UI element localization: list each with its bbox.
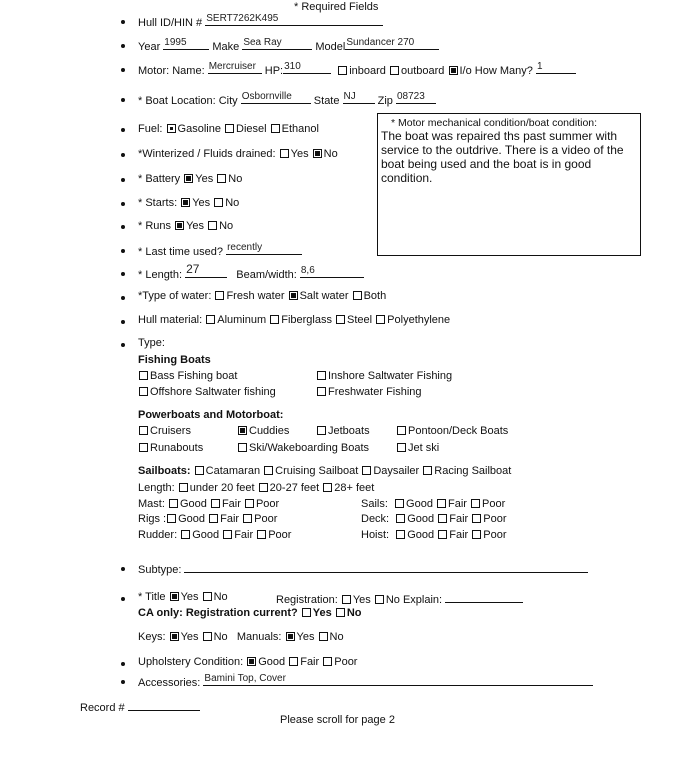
motor-label: Motor: Name:	[138, 65, 205, 77]
subtype-row	[138, 561, 588, 576]
sails-label: Sails:	[361, 498, 388, 510]
gasoline-label: Gasoline	[177, 123, 221, 135]
title-label: * Title	[138, 591, 166, 603]
good-label: Good	[258, 656, 286, 668]
starts-yes-checkbox[interactable]	[181, 198, 190, 207]
winterized-no-checkbox[interactable]	[313, 149, 322, 158]
runs-no-checkbox[interactable]	[208, 221, 217, 230]
poor-label: Poor	[483, 513, 507, 525]
record-label: Record #	[80, 702, 125, 714]
diesel-checkbox[interactable]	[225, 124, 234, 133]
runabouts-option	[138, 442, 203, 454]
daysailer-checkbox[interactable]	[362, 466, 371, 475]
sails-poor-checkbox[interactable]	[471, 499, 480, 508]
under-20-checkbox[interactable]	[179, 483, 188, 492]
city-field[interactable]	[241, 92, 311, 104]
hull-id-field[interactable]	[205, 14, 383, 26]
sailboats-row	[138, 465, 511, 477]
28-plus-label: 28+ feet	[334, 482, 375, 494]
freshwater-label: Freshwater Fishing	[328, 386, 422, 398]
beam-value: 8,6	[300, 265, 315, 276]
sail-length-label: Length:	[138, 482, 175, 494]
battery-no-checkbox[interactable]	[217, 174, 226, 183]
gasoline-checkbox[interactable]	[167, 124, 176, 133]
title-yes-checkbox[interactable]	[170, 592, 179, 601]
bullet	[121, 343, 125, 347]
starts-row	[138, 197, 239, 209]
aluminum-label: Aluminum	[217, 314, 267, 326]
sail-heading: Sailboats:	[138, 465, 191, 477]
poor-label: Poor	[254, 513, 278, 525]
rudder-fair-checkbox[interactable]	[223, 530, 232, 539]
deck-poor-checkbox[interactable]	[472, 514, 481, 523]
registration-label: Registration:	[276, 594, 338, 606]
cuddies-checkbox[interactable]	[238, 426, 247, 435]
keys-label: Keys:	[138, 631, 166, 643]
fair-label: Fair	[300, 656, 320, 668]
20-27-label: 20-27 feet	[269, 482, 320, 494]
last-used-row	[138, 243, 302, 258]
year-value: 1995	[164, 37, 187, 48]
mast-fair-checkbox[interactable]	[211, 499, 220, 508]
yes-label: Yes	[296, 631, 315, 643]
runs-label: * Runs	[138, 220, 172, 232]
length-label: * Length:	[138, 269, 183, 281]
hull-material-label: Hull material:	[138, 314, 203, 326]
yes-label: Yes	[186, 220, 205, 232]
good-label: Good	[406, 498, 433, 510]
racing-label: Racing Sailboat	[434, 465, 512, 477]
fresh-water-checkbox[interactable]	[215, 291, 224, 300]
polyethylene-label: Polyethylene	[387, 314, 451, 326]
ski-option	[237, 442, 369, 454]
rigs-label: Rigs :	[138, 513, 167, 525]
bullet	[121, 680, 125, 684]
manuals-label: Manuals:	[236, 631, 282, 643]
bullet	[121, 249, 125, 253]
jetski-option	[396, 442, 439, 454]
zip-field[interactable]	[396, 92, 436, 104]
beam-label: Beam/width:	[236, 269, 297, 281]
bullet	[121, 153, 125, 157]
offshore-option	[138, 386, 276, 398]
20-27-checkbox[interactable]	[259, 483, 268, 492]
ca-only-row	[138, 607, 361, 619]
bullet	[121, 68, 125, 72]
length-field[interactable]	[185, 262, 227, 278]
outboard-label: outboard	[401, 65, 445, 77]
sail-length-row	[138, 482, 374, 494]
rudder-label: Rudder:	[138, 529, 178, 541]
ethanol-checkbox[interactable]	[271, 124, 280, 133]
length-value: 27	[186, 262, 200, 276]
sails-good-checkbox[interactable]	[395, 499, 404, 508]
hull-id-row	[138, 14, 383, 29]
yes-label: Yes	[180, 631, 199, 643]
state-field[interactable]	[343, 92, 375, 104]
bass-checkbox[interactable]	[139, 371, 148, 380]
how-many-field[interactable]	[536, 62, 576, 74]
both-water-label: Both	[363, 290, 387, 302]
hull-id-value: SERT7262K495	[206, 13, 279, 24]
yes-label: Yes	[195, 173, 214, 185]
runs-yes-checkbox[interactable]	[175, 221, 184, 230]
aluminum-checkbox[interactable]	[206, 315, 215, 324]
cruising-sailboat-checkbox[interactable]	[264, 466, 273, 475]
good-label: Good	[407, 529, 435, 541]
no-label: No	[219, 220, 234, 232]
record-row	[80, 699, 200, 714]
sails-fair-checkbox[interactable]	[437, 499, 446, 508]
yes-label: Yes	[180, 591, 199, 603]
jetboats-label: Jetboats	[328, 425, 370, 437]
yes-label: Yes	[192, 197, 211, 209]
model-label: Model	[315, 41, 346, 53]
jetski-label: Jet ski	[408, 442, 440, 454]
hp-value: 310	[284, 61, 301, 72]
starts-label: * Starts:	[138, 197, 178, 209]
no-label: No	[323, 148, 338, 160]
fresh-water-label: Fresh water	[226, 290, 285, 302]
subtype-label: Subtype:	[138, 564, 182, 576]
bullet	[121, 320, 125, 324]
make-label: Make	[212, 41, 240, 53]
upholstery-label: Upholstery Condition:	[138, 656, 244, 668]
hoist-fair-checkbox[interactable]	[438, 530, 447, 539]
pontoon-checkbox[interactable]	[397, 426, 406, 435]
poor-label: Poor	[483, 529, 507, 541]
offshore-checkbox[interactable]	[139, 387, 148, 396]
racing-sailboat-checkbox[interactable]	[423, 466, 432, 475]
bullet	[121, 128, 125, 132]
daysailer-label: Daysailer	[373, 465, 420, 477]
power-heading: Powerboats and Motorboat:	[138, 409, 284, 421]
make-value: Sea Ray	[243, 37, 282, 48]
state-label: State	[313, 95, 340, 107]
good-label: Good	[179, 498, 207, 510]
no-label: No	[213, 631, 228, 643]
accessories-row	[138, 674, 593, 689]
cuddies-label: Cuddies	[249, 425, 290, 437]
catamaran-checkbox[interactable]	[195, 466, 204, 475]
water-row	[138, 290, 386, 302]
sails-row	[361, 498, 505, 510]
good-label: Good	[407, 513, 435, 525]
deck-row	[361, 513, 507, 525]
no-label: No	[225, 197, 240, 209]
bullet	[121, 296, 125, 300]
jetski-checkbox[interactable]	[397, 443, 406, 452]
deck-label: Deck:	[361, 513, 390, 525]
yes-label: Yes	[290, 148, 309, 160]
mast-good-checkbox[interactable]	[169, 499, 178, 508]
rigs-row	[138, 513, 277, 525]
condition-text: The boat was repaired ths past summer with service to the outdrive. There is a video of the boat being used and the boat is in good condition.	[381, 129, 624, 185]
bullet	[121, 272, 125, 276]
fair-label: Fair	[220, 513, 240, 525]
rudder-row	[138, 529, 291, 541]
salt-water-checkbox[interactable]	[289, 291, 298, 300]
keys-yes-checkbox[interactable]	[170, 632, 179, 641]
mast-label: Mast:	[138, 498, 165, 510]
registration-no-checkbox[interactable]	[375, 595, 384, 604]
starts-no-checkbox[interactable]	[214, 198, 223, 207]
fiberglass-label: Fiberglass	[281, 314, 332, 326]
upholstery-poor-checkbox[interactable]	[323, 657, 332, 666]
bass-option	[138, 370, 237, 382]
freshwater-option	[316, 386, 422, 398]
fuel-row	[138, 123, 319, 135]
yes-label: Yes	[312, 607, 332, 619]
ski-checkbox[interactable]	[238, 443, 247, 452]
hp-field[interactable]	[283, 62, 331, 74]
both-water-checkbox[interactable]	[353, 291, 362, 300]
make-field[interactable]	[242, 38, 312, 50]
title-no-checkbox[interactable]	[203, 592, 212, 601]
accessories-value: Bamini Top, Cover	[204, 673, 286, 684]
inshore-label: Inshore Saltwater Fishing	[328, 370, 453, 382]
hoist-label: Hoist:	[361, 529, 390, 541]
fiberglass-checkbox[interactable]	[270, 315, 279, 324]
hull-material-row	[138, 314, 450, 326]
accessories-label: Accessories:	[138, 677, 201, 689]
bullet	[121, 567, 125, 571]
rigs-fair-checkbox[interactable]	[209, 514, 218, 523]
freshwater-checkbox[interactable]	[317, 387, 326, 396]
inboard-label: inboard	[349, 65, 386, 77]
outboard-checkbox[interactable]	[390, 66, 399, 75]
fair-label: Fair	[448, 498, 467, 510]
polyethylene-checkbox[interactable]	[376, 315, 385, 324]
last-used-label: * Last time used?	[138, 246, 223, 258]
bass-label: Bass Fishing boat	[150, 370, 238, 382]
poor-label: Poor	[334, 656, 358, 668]
hp-label: HP:	[264, 65, 284, 77]
fair-label: Fair	[234, 529, 254, 541]
bullet	[121, 44, 125, 48]
state-value: NJ	[343, 91, 356, 102]
good-label: Good	[192, 529, 220, 541]
steel-checkbox[interactable]	[336, 315, 345, 324]
28-plus-checkbox[interactable]	[323, 483, 332, 492]
upholstery-row	[138, 656, 357, 668]
poor-label: Poor	[255, 498, 280, 510]
mast-poor-checkbox[interactable]	[245, 499, 254, 508]
ca-no-checkbox[interactable]	[336, 608, 345, 617]
keys-no-checkbox[interactable]	[203, 632, 212, 641]
runabouts-checkbox[interactable]	[139, 443, 148, 452]
how-many-value: 1	[536, 61, 543, 72]
cuddies-option	[237, 425, 289, 437]
inboard-checkbox[interactable]	[338, 66, 347, 75]
hull-id-label: Hull ID/HIN #	[138, 17, 203, 29]
fair-label: Fair	[449, 529, 469, 541]
pontoon-label: Pontoon/Deck Boats	[408, 425, 509, 437]
location-label: * Boat Location: City	[138, 95, 238, 107]
water-label: *Type of water:	[138, 290, 212, 302]
accessories-field[interactable]	[203, 674, 593, 686]
diesel-label: Diesel	[236, 123, 267, 135]
cruisers-checkbox[interactable]	[139, 426, 148, 435]
year-label: Year	[138, 41, 161, 53]
good-label: Good	[178, 513, 206, 525]
no-label: No	[213, 591, 228, 603]
steel-label: Steel	[347, 314, 373, 326]
model-value: Sundancer 270	[346, 37, 415, 48]
motor-name-field[interactable]	[208, 62, 262, 74]
bullet	[121, 98, 125, 102]
required-fields-note: * Required Fields	[294, 1, 379, 13]
bullet	[121, 178, 125, 182]
deck-fair-checkbox[interactable]	[438, 514, 447, 523]
hoist-row	[361, 529, 507, 541]
offshore-label: Offshore Saltwater fishing	[150, 386, 276, 398]
yes-label: Yes	[352, 594, 371, 606]
upholstery-fair-checkbox[interactable]	[289, 657, 298, 666]
registration-yes-checkbox[interactable]	[342, 595, 351, 604]
year-make-model-row	[138, 38, 439, 53]
fair-label: Fair	[221, 498, 241, 510]
bullet	[121, 597, 125, 601]
zip-label: Zip	[377, 95, 393, 107]
hoist-good-checkbox[interactable]	[396, 530, 405, 539]
cruisers-label: Cruisers	[150, 425, 191, 437]
model-field[interactable]	[345, 38, 439, 50]
registration-row	[276, 591, 523, 606]
bullet	[121, 20, 125, 24]
registration-explain-label: No Explain:	[385, 594, 443, 606]
length-row	[138, 262, 364, 281]
ethanol-label: Ethanol	[281, 123, 319, 135]
city-value: Osbornville	[241, 91, 292, 102]
runs-row	[138, 220, 233, 232]
fuel-label: Fuel:	[138, 123, 163, 135]
bullet	[121, 202, 125, 206]
condition-title: * Motor mechanical condition/boat condition:	[391, 117, 598, 129]
io-label: I/o How Many?	[459, 65, 533, 77]
upholstery-good-checkbox[interactable]	[247, 657, 256, 666]
type-label: Type:	[138, 337, 165, 349]
salt-water-label: Salt water	[299, 290, 349, 302]
inshore-option	[316, 370, 452, 382]
motor-name-value: Mercruiser	[208, 61, 256, 72]
battery-label: * Battery	[138, 173, 181, 185]
last-used-field[interactable]	[226, 243, 302, 255]
year-field[interactable]	[163, 38, 209, 50]
title-row	[138, 591, 228, 603]
subtype-field[interactable]	[184, 561, 588, 573]
ca-only-label: CA only: Registration current?	[138, 607, 298, 619]
io-checkbox[interactable]	[449, 66, 458, 75]
record-field[interactable]	[128, 699, 200, 711]
hoist-poor-checkbox[interactable]	[472, 530, 481, 539]
jetboats-checkbox[interactable]	[317, 426, 326, 435]
manuals-yes-checkbox[interactable]	[286, 632, 295, 641]
keys-row	[138, 631, 344, 643]
runabouts-label: Runabouts	[150, 442, 204, 454]
battery-row	[138, 173, 242, 185]
no-label: No	[228, 173, 243, 185]
deck-good-checkbox[interactable]	[396, 514, 405, 523]
catamaran-label: Catamaran	[205, 465, 261, 477]
rigs-poor-checkbox[interactable]	[243, 514, 252, 523]
cruising-label: Cruising Sailboat	[275, 465, 359, 477]
rigs-good-checkbox[interactable]	[167, 514, 176, 523]
last-used-value: recently	[227, 242, 263, 253]
battery-yes-checkbox[interactable]	[184, 174, 193, 183]
jetboats-option	[316, 425, 370, 437]
mast-row	[138, 498, 279, 510]
manuals-no-checkbox[interactable]	[319, 632, 328, 641]
registration-explain-field[interactable]	[445, 591, 523, 603]
cruisers-option	[138, 425, 191, 437]
ski-label: Ski/Wakeboarding Boats	[249, 442, 370, 454]
no-label: No	[346, 607, 362, 619]
poor-label: Poor	[268, 529, 292, 541]
bullet	[121, 662, 125, 666]
fishing-heading: Fishing Boats	[138, 354, 211, 366]
no-label: No	[329, 631, 344, 643]
winterized-row	[138, 148, 338, 160]
fair-label: Fair	[449, 513, 469, 525]
location-row	[138, 92, 436, 107]
winterized-yes-checkbox[interactable]	[280, 149, 289, 158]
bullet	[121, 225, 125, 229]
zip-value: 08723	[396, 91, 425, 102]
scroll-note: Please scroll for page 2	[280, 714, 395, 726]
pontoon-option	[396, 425, 508, 437]
under-20-label: under 20 feet	[189, 482, 255, 494]
condition-textarea[interactable]	[377, 113, 641, 256]
winterized-label: *Winterized / Fluids drained:	[138, 148, 276, 160]
inshore-checkbox[interactable]	[317, 371, 326, 380]
ca-yes-checkbox[interactable]	[302, 608, 311, 617]
rudder-poor-checkbox[interactable]	[257, 530, 266, 539]
beam-field[interactable]	[300, 266, 364, 278]
rudder-good-checkbox[interactable]	[181, 530, 190, 539]
motor-row	[138, 62, 576, 77]
poor-label: Poor	[482, 498, 506, 510]
